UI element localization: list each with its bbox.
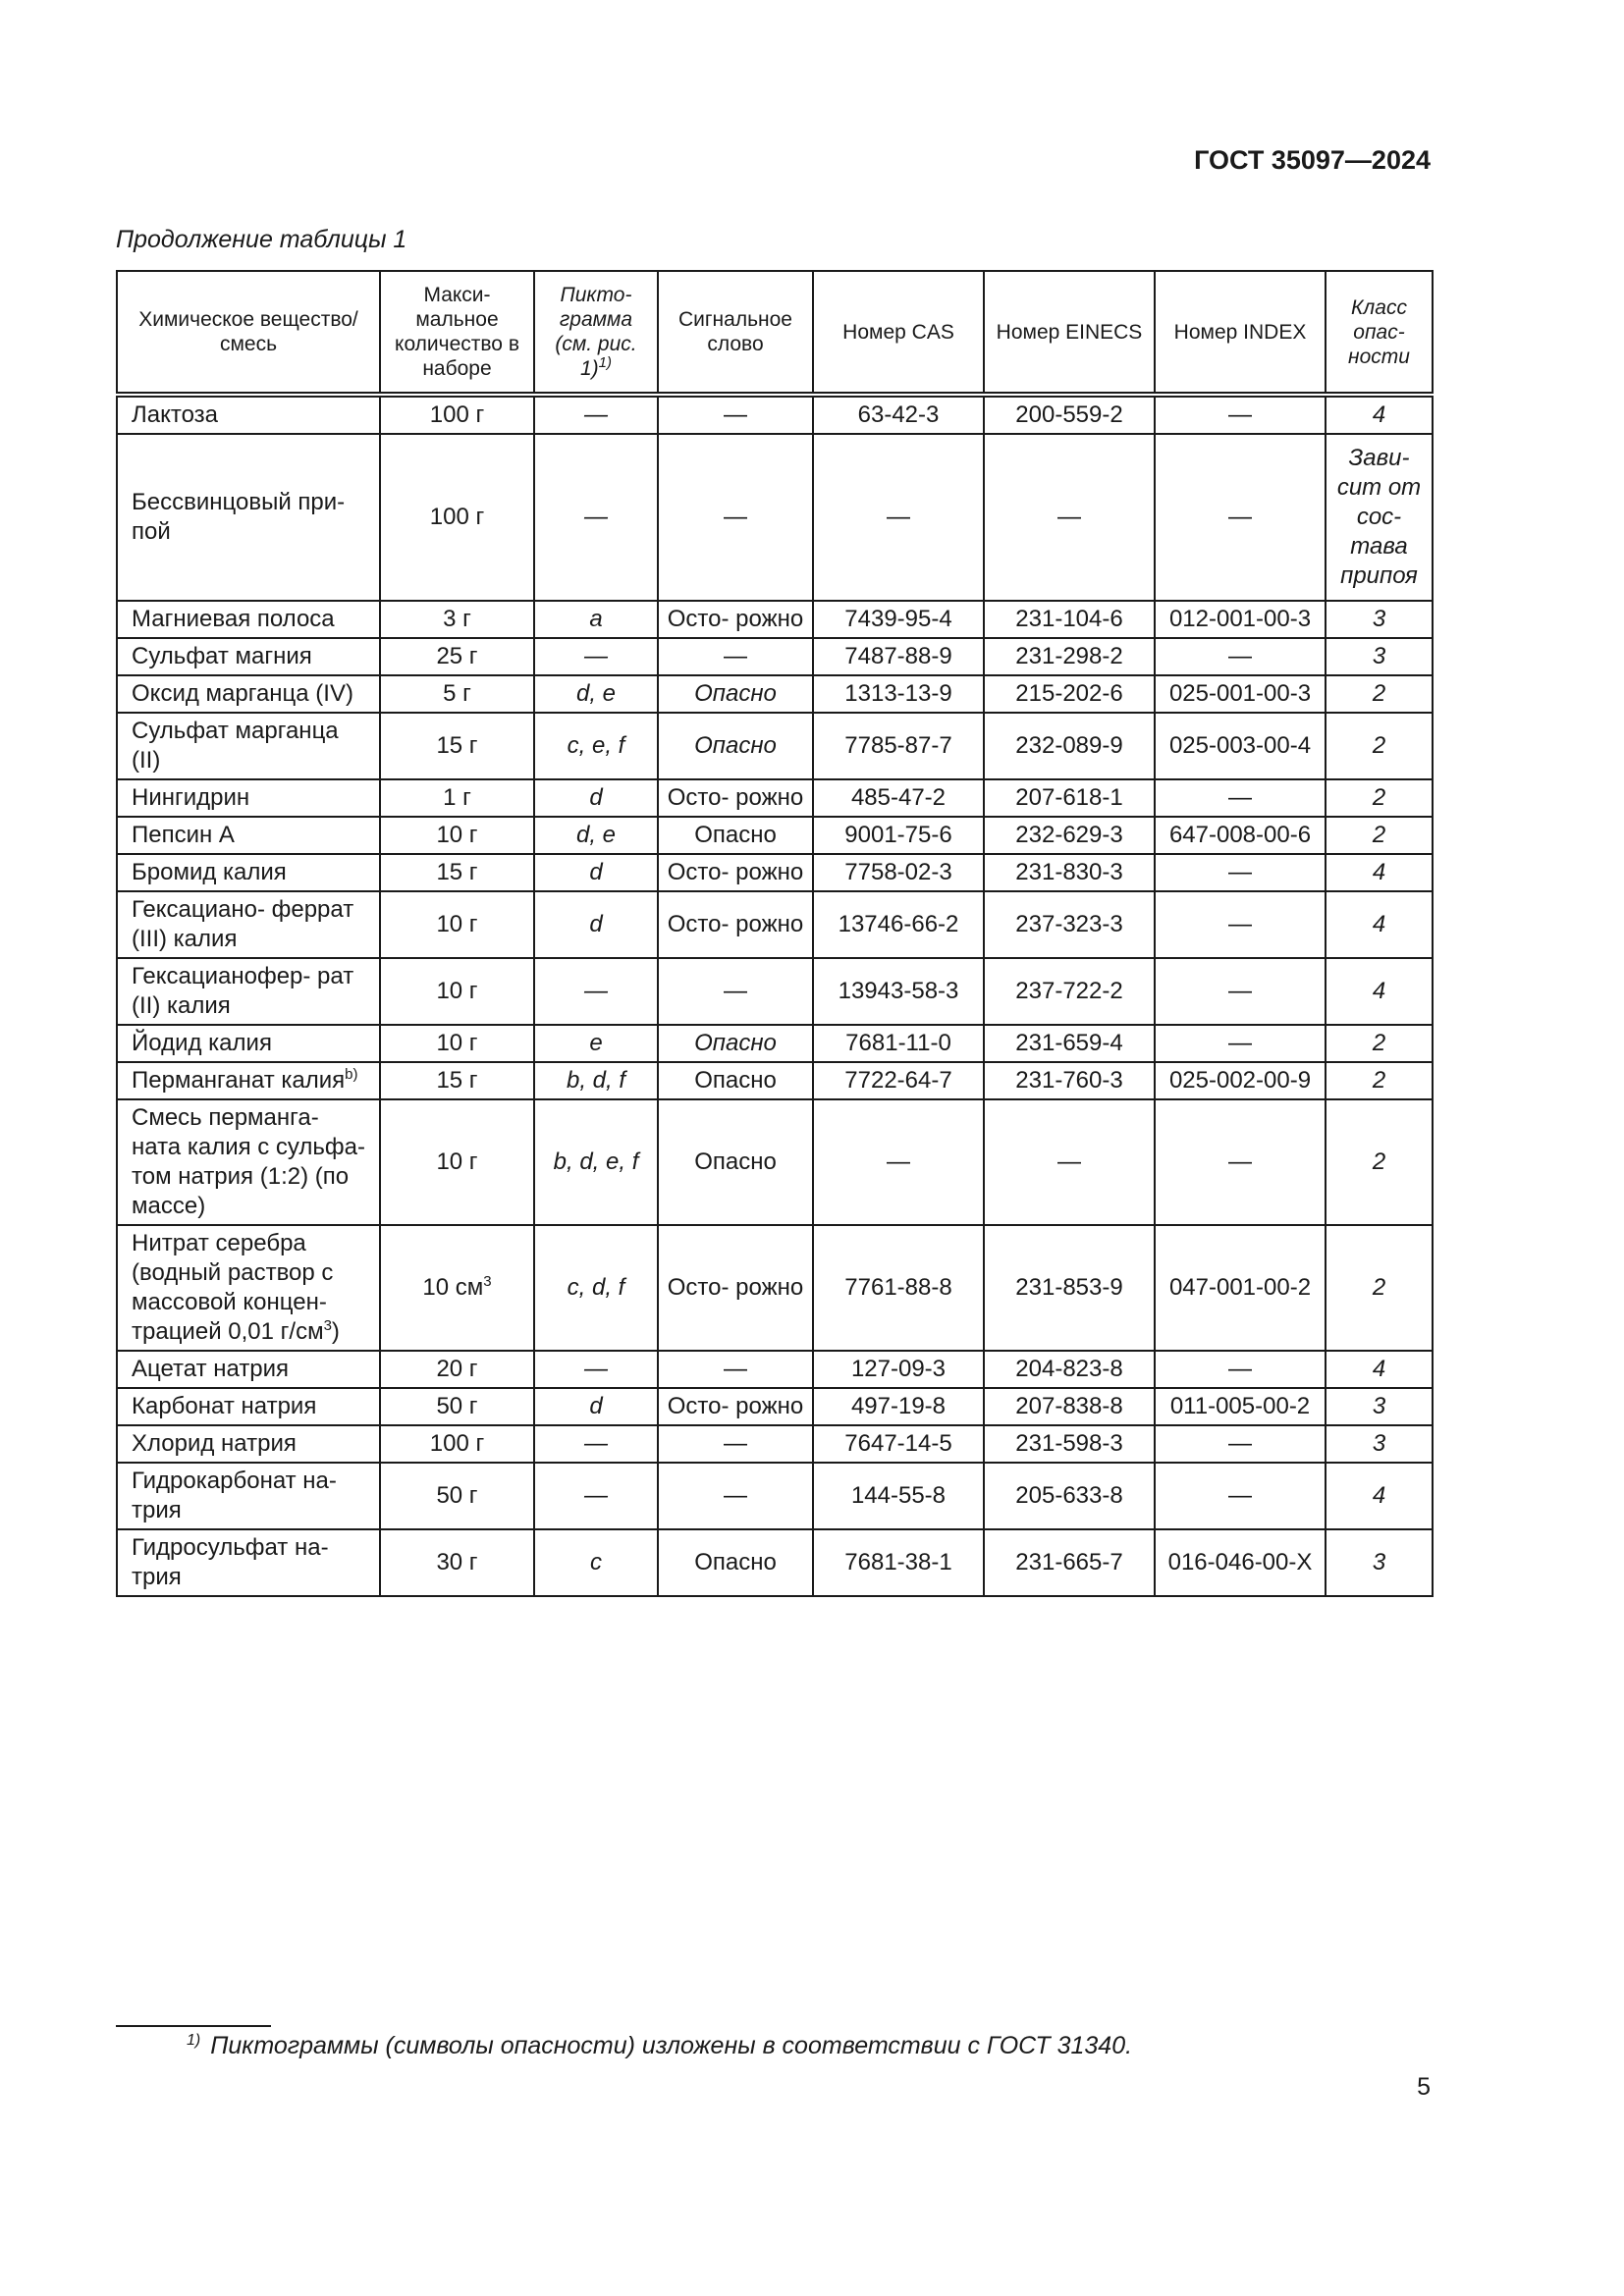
footnote-marker: 1) (187, 2031, 201, 2049)
cell-index-number: — (1155, 958, 1326, 1025)
footnote (187, 2032, 1132, 2060)
cell-pictogram: d (534, 891, 658, 958)
cell-hazard-class: 3 (1326, 601, 1433, 638)
cell-hazard-class: 3 (1326, 1425, 1433, 1463)
column-header-index-number: Номер INDEX (1155, 271, 1326, 395)
cell-index-number: — (1155, 395, 1326, 434)
cell-max-quantity: 10 г (380, 891, 534, 958)
cell-substance: Гидрокарбонат на- трия (117, 1463, 380, 1529)
cell-einecs-number: 237-323-3 (984, 891, 1155, 958)
table-row (117, 713, 1433, 779)
cell-max-quantity: 100 г (380, 395, 534, 434)
cell-hazard-class: 4 (1326, 854, 1433, 891)
cell-hazard-class: 2 (1326, 779, 1433, 817)
cell-max-quantity: 100 г (380, 1425, 534, 1463)
cell-hazard-class: 4 (1326, 1351, 1433, 1388)
table-row (117, 1225, 1433, 1351)
table-row (117, 854, 1433, 891)
cell-cas-number: 1313-13-9 (813, 675, 984, 713)
cell-substance: Сульфат марганца (II) (117, 713, 380, 779)
cell-signal-word: — (658, 395, 813, 434)
cell-max-quantity: 10 г (380, 958, 534, 1025)
cell-einecs-number: 231-598-3 (984, 1425, 1155, 1463)
cell-substance: Нитрат серебра (водный раствор с массовой концен- трацией 0,01 $г/см^3$) (117, 1225, 380, 1351)
cell-cas-number: 7681-38-1 (813, 1529, 984, 1596)
cell-max-quantity: 5 г (380, 675, 534, 713)
cell-pictogram: — (534, 1425, 658, 1463)
column-header-cas-number: Номер CAS (813, 271, 984, 395)
cell-einecs-number: 231-104-6 (984, 601, 1155, 638)
cell-hazard-class: 4 (1326, 891, 1433, 958)
table-row (117, 395, 1433, 434)
standard-number: ГОСТ 35097—2024 (1194, 145, 1431, 175)
table-row (117, 891, 1433, 958)
cell-cas-number: — (813, 1099, 984, 1225)
cell-signal-word: — (658, 1463, 813, 1529)
cell-index-number: — (1155, 854, 1326, 891)
cell-einecs-number: 204-823-8 (984, 1351, 1155, 1388)
cell-pictogram: — (534, 1463, 658, 1529)
cell-cas-number: 144-55-8 (813, 1463, 984, 1529)
cell-index-number: — (1155, 1099, 1326, 1225)
table-row (117, 1351, 1433, 1388)
cell-substance: Карбонат натрия (117, 1388, 380, 1425)
cell-max-quantity: 50 г (380, 1388, 534, 1425)
cell-cas-number: 497-19-8 (813, 1388, 984, 1425)
cell-cas-number: 7487-88-9 (813, 638, 984, 675)
table-body (117, 395, 1433, 1596)
page-number: 5 (1417, 2073, 1431, 2101)
column-header-signal-word: Сигнальное слово (658, 271, 813, 395)
cell-pictogram: — (534, 434, 658, 601)
cell-signal-word: Осто- рожно (658, 779, 813, 817)
table-row (117, 817, 1433, 854)
table-caption: Продолжение таблицы 1 (116, 226, 407, 253)
cell-index-number: — (1155, 1025, 1326, 1062)
cell-substance: Бессвинцовый при- пой (117, 434, 380, 601)
cell-index-number: 647-008-00-6 (1155, 817, 1326, 854)
cell-pictogram: d (534, 854, 658, 891)
cell-signal-word: Опасно (658, 713, 813, 779)
cell-cas-number: 7785-87-7 (813, 713, 984, 779)
cell-cas-number: 127-09-3 (813, 1351, 984, 1388)
table-row (117, 1062, 1433, 1099)
cell-signal-word: — (658, 434, 813, 601)
cell-max-quantity: 1 г (380, 779, 534, 817)
cell-einecs-number: 231-298-2 (984, 638, 1155, 675)
table-row (117, 638, 1433, 675)
cell-cas-number: 7439-95-4 (813, 601, 984, 638)
cell-signal-word: — (658, 958, 813, 1025)
cell-hazard-class: 3 (1326, 1529, 1433, 1596)
cell-substance: Йодид калия (117, 1025, 380, 1062)
cell-hazard-class: 2 (1326, 713, 1433, 779)
cell-einecs-number: 215-202-6 (984, 675, 1155, 713)
cell-hazard-class: 2 (1326, 817, 1433, 854)
cell-pictogram: d, e (534, 817, 658, 854)
cell-cas-number: 7758-02-3 (813, 854, 984, 891)
table-row (117, 1388, 1433, 1425)
table-row (117, 1529, 1433, 1596)
cell-index-number: 025-002-00-9 (1155, 1062, 1326, 1099)
cell-hazard-class: 4 (1326, 958, 1433, 1025)
table-row (117, 779, 1433, 817)
cell-substance: Смесь перманга- ната калия с сульфа- том натрия (1:2) (по массе) (117, 1099, 380, 1225)
cell-hazard-class: 2 (1326, 1099, 1433, 1225)
cell-signal-word: Осто- рожно (658, 1388, 813, 1425)
cell-pictogram: c, e, f (534, 713, 658, 779)
cell-einecs-number: 237-722-2 (984, 958, 1155, 1025)
cell-max-quantity: 30 г (380, 1529, 534, 1596)
column-header-substance: Химическое вещество/ смесь (117, 271, 380, 395)
table-row (117, 1025, 1433, 1062)
column-header-max-quantity: Макси- мальное количество в наборе (380, 271, 534, 395)
cell-max-quantity: 15 г (380, 1062, 534, 1099)
cell-pictogram: b, d, f (534, 1062, 658, 1099)
cell-cas-number: 63-42-3 (813, 395, 984, 434)
cell-einecs-number: 231-853-9 (984, 1225, 1155, 1351)
cell-substance: Магниевая полоса (117, 601, 380, 638)
cell-pictogram: e (534, 1025, 658, 1062)
cell-cas-number: 7761-88-8 (813, 1225, 984, 1351)
cell-index-number: 047-001-00-2 (1155, 1225, 1326, 1351)
cell-hazard-class: 2 (1326, 675, 1433, 713)
cell-signal-word: — (658, 638, 813, 675)
table-row (117, 1463, 1433, 1529)
cell-einecs-number: 207-838-8 (984, 1388, 1155, 1425)
cell-pictogram: d (534, 779, 658, 817)
column-header-hazard-class: Класс опас- ности (1326, 271, 1433, 395)
column-header-einecs-number: Номер EINECS (984, 271, 1155, 395)
cell-substance: Бромид калия (117, 854, 380, 891)
cell-hazard-class: 2 (1326, 1062, 1433, 1099)
cell-index-number: 012-001-00-3 (1155, 601, 1326, 638)
cell-index-number: — (1155, 434, 1326, 601)
cell-einecs-number: 232-629-3 (984, 817, 1155, 854)
cell-pictogram: — (534, 395, 658, 434)
cell-pictogram: — (534, 638, 658, 675)
cell-max-quantity: 3 г (380, 601, 534, 638)
cell-substance: Хлорид натрия (117, 1425, 380, 1463)
cell-einecs-number: 205-633-8 (984, 1463, 1155, 1529)
cell-pictogram: d (534, 1388, 658, 1425)
cell-index-number: — (1155, 779, 1326, 817)
cell-einecs-number: 200-559-2 (984, 395, 1155, 434)
table-row (117, 1425, 1433, 1463)
cell-einecs-number: — (984, 1099, 1155, 1225)
cell-index-number: — (1155, 638, 1326, 675)
cell-index-number: 025-003-00-4 (1155, 713, 1326, 779)
cell-max-quantity: 25 г (380, 638, 534, 675)
cell-cas-number: 485-47-2 (813, 779, 984, 817)
table-row (117, 958, 1433, 1025)
cell-substance: Перманганат калия$^{b)}$ (117, 1062, 380, 1099)
cell-index-number: — (1155, 1351, 1326, 1388)
cell-substance: Ацетат натрия (117, 1351, 380, 1388)
table-header-row (117, 271, 1433, 395)
cell-max-quantity: 15 г (380, 713, 534, 779)
cell-index-number: 025-001-00-3 (1155, 675, 1326, 713)
cell-max-quantity: 20 г (380, 1351, 534, 1388)
cell-substance: Пепсин А (117, 817, 380, 854)
hazard-table (116, 270, 1434, 1597)
cell-signal-word: — (658, 1425, 813, 1463)
cell-cas-number: 7722-64-7 (813, 1062, 984, 1099)
cell-index-number: — (1155, 891, 1326, 958)
column-header-pictogram: Пикто- грамма (см. рис. 1)$^{1)}$ (534, 271, 658, 395)
cell-hazard-class: 4 (1326, 1463, 1433, 1529)
cell-signal-word: Опасно (658, 1025, 813, 1062)
cell-max-quantity: 10 $см^3$ (380, 1225, 534, 1351)
cell-signal-word: Осто- рожно (658, 854, 813, 891)
cell-index-number: — (1155, 1463, 1326, 1529)
table-row (117, 675, 1433, 713)
cell-einecs-number: 231-659-4 (984, 1025, 1155, 1062)
cell-einecs-number: 232-089-9 (984, 713, 1155, 779)
table-row (117, 434, 1433, 601)
cell-max-quantity: 10 г (380, 1025, 534, 1062)
cell-einecs-number: 231-830-3 (984, 854, 1155, 891)
cell-index-number: — (1155, 1425, 1326, 1463)
cell-cas-number: 9001-75-6 (813, 817, 984, 854)
cell-pictogram: b, d, e, f (534, 1099, 658, 1225)
footnote-divider (116, 2025, 271, 2027)
cell-pictogram: d, e (534, 675, 658, 713)
cell-hazard-class: Зави- сит от сос- тава припоя (1326, 434, 1433, 601)
cell-cas-number: — (813, 434, 984, 601)
cell-cas-number: 13943-58-3 (813, 958, 984, 1025)
cell-signal-word: — (658, 1351, 813, 1388)
cell-pictogram: — (534, 1351, 658, 1388)
cell-max-quantity: 10 г (380, 817, 534, 854)
cell-max-quantity: 50 г (380, 1463, 534, 1529)
cell-hazard-class: 2 (1326, 1025, 1433, 1062)
cell-max-quantity: 15 г (380, 854, 534, 891)
cell-cas-number: 7647-14-5 (813, 1425, 984, 1463)
cell-hazard-class: 3 (1326, 638, 1433, 675)
cell-signal-word: Осто- рожно (658, 601, 813, 638)
cell-signal-word: Осто- рожно (658, 891, 813, 958)
cell-substance: Оксид марганца (IV) (117, 675, 380, 713)
cell-substance: Гидросульфат на- трия (117, 1529, 380, 1596)
cell-cas-number: 13746-66-2 (813, 891, 984, 958)
cell-substance: Сульфат магния (117, 638, 380, 675)
cell-hazard-class: 2 (1326, 1225, 1433, 1351)
cell-pictogram: — (534, 958, 658, 1025)
footnote-text: Пиктограммы (символы опасности) изложены в соответствии с ГОСТ 31340. (210, 2032, 1133, 2059)
cell-hazard-class: 4 (1326, 395, 1433, 434)
cell-einecs-number: 207-618-1 (984, 779, 1155, 817)
cell-max-quantity: 100 г (380, 434, 534, 601)
cell-signal-word: Опасно (658, 1099, 813, 1225)
cell-einecs-number: 231-665-7 (984, 1529, 1155, 1596)
cell-substance: Нингидрин (117, 779, 380, 817)
cell-signal-word: Опасно (658, 1529, 813, 1596)
cell-einecs-number: — (984, 434, 1155, 601)
cell-index-number: 016-046-00-X (1155, 1529, 1326, 1596)
cell-signal-word: Осто- рожно (658, 1225, 813, 1351)
cell-pictogram: c (534, 1529, 658, 1596)
cell-pictogram: c, d, f (534, 1225, 658, 1351)
cell-index-number: 011-005-00-2 (1155, 1388, 1326, 1425)
table-row (117, 1099, 1433, 1225)
cell-signal-word: Опасно (658, 1062, 813, 1099)
cell-signal-word: Опасно (658, 817, 813, 854)
cell-hazard-class: 3 (1326, 1388, 1433, 1425)
table-row (117, 601, 1433, 638)
cell-cas-number: 7681-11-0 (813, 1025, 984, 1062)
cell-signal-word: Опасно (658, 675, 813, 713)
cell-einecs-number: 231-760-3 (984, 1062, 1155, 1099)
cell-substance: Гексациано- феррат (III) калия (117, 891, 380, 958)
cell-substance: Лактоза (117, 395, 380, 434)
cell-pictogram: a (534, 601, 658, 638)
cell-max-quantity: 10 г (380, 1099, 534, 1225)
cell-substance: Гексацианофер- рат (II) калия (117, 958, 380, 1025)
